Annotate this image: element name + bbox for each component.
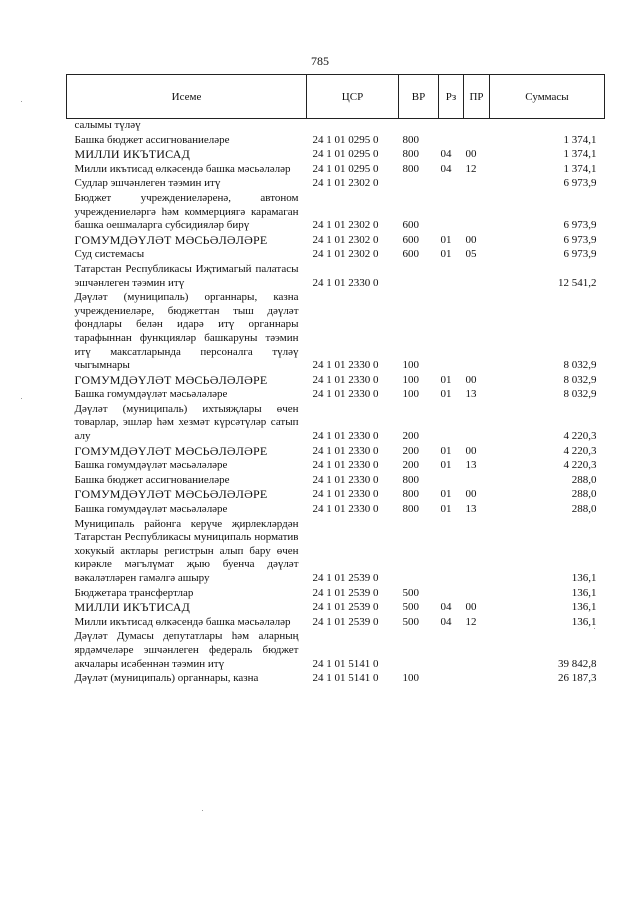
cell-rz: 01	[440, 373, 452, 386]
cell-pr	[464, 630, 490, 672]
table-row	[67, 630, 605, 672]
cell-csr: 24 1 01 2330 0	[312, 473, 379, 486]
header-vr: ВР	[399, 75, 439, 119]
cell-rz: 04	[440, 601, 452, 614]
cell-vr: 800	[402, 162, 419, 175]
cell-sum: 1 374,1	[563, 162, 597, 175]
cell-name: Милли икътисад өлкәсендә башка мәсьәләләр	[74, 615, 291, 628]
cell-csr: 24 1 01 2330 0	[312, 373, 379, 386]
table-row	[67, 474, 605, 489]
cell-rz	[439, 177, 464, 192]
cell-name: МИЛЛИ ИКЪТИСАД	[74, 600, 190, 615]
cell-csr: 24 1 01 2302 0	[312, 248, 379, 261]
cell-csr: 24 1 01 2330 0	[312, 359, 379, 372]
cell-csr: 24 1 01 2330 0	[312, 503, 379, 516]
table-row	[67, 234, 605, 249]
cell-pr	[464, 119, 490, 134]
cell-name: ГОМУМДӘҮЛӘТ МӘСЬӘЛӘЛӘРЕ	[74, 443, 268, 458]
header-rz: Рз	[439, 75, 464, 119]
cell-pr	[464, 263, 490, 291]
cell-rz	[439, 403, 464, 445]
cell-pr: 00	[465, 488, 477, 501]
cell-name: ГОМУМДӘҮЛӘТ МӘСЬӘЛӘЛӘРЕ	[74, 232, 268, 247]
cell-rz	[439, 192, 464, 234]
cell-vr: 200	[402, 459, 419, 472]
scan-speck	[202, 810, 203, 811]
cell-vr: 800	[402, 473, 419, 486]
table-row	[67, 177, 605, 192]
cell-pr: 00	[465, 444, 477, 457]
cell-csr: 24 1 01 2330 0	[312, 444, 379, 457]
cell-sum: 6 973,9	[563, 219, 597, 232]
cell-vr: 500	[402, 601, 419, 614]
cell-csr: 24 1 01 0295 0	[312, 162, 379, 175]
table-row	[67, 672, 605, 687]
cell-pr: 13	[465, 388, 477, 401]
cell-pr: 12	[465, 162, 477, 175]
cell-vr: 100	[402, 373, 419, 386]
table-row	[67, 291, 605, 374]
table-row	[67, 601, 605, 616]
cell-name: Башка бюджет ассигнованиеләре	[74, 133, 230, 146]
cell-csr: 24 1 01 2330 0	[312, 430, 379, 443]
table-row	[67, 192, 605, 234]
cell-sum: 8 032,9	[563, 388, 597, 401]
cell-vr	[399, 119, 439, 134]
cell-rz	[439, 119, 464, 134]
cell-sum: 136,1	[571, 572, 597, 584]
cell-name: Бюджетара трансфертлар	[74, 586, 194, 599]
cell-sum: 6 973,9	[563, 248, 597, 261]
scan-speck	[594, 628, 595, 629]
table-row	[67, 263, 605, 291]
cell-pr	[464, 134, 490, 149]
cell-rz	[439, 518, 464, 587]
cell-csr	[307, 119, 399, 134]
table-row	[67, 503, 605, 518]
cell-pr	[464, 518, 490, 587]
scan-speck	[21, 101, 22, 102]
cell-sum: 288,0	[571, 473, 597, 486]
cell-vr: 800	[402, 488, 419, 501]
cell-rz	[439, 291, 464, 374]
cell-pr	[464, 403, 490, 445]
cell-vr: 600	[402, 248, 419, 261]
cell-rz: 04	[440, 615, 452, 628]
page-number: 785	[311, 54, 329, 68]
cell-csr: 24 1 01 5141 0	[312, 672, 379, 685]
cell-sum: 12 541,2	[558, 276, 597, 289]
cell-name: Башка гомумдәүләт мәсьәләләре	[74, 388, 228, 401]
table-row	[67, 518, 605, 587]
cell-pr	[464, 587, 490, 602]
cell-sum	[490, 119, 605, 134]
cell-vr	[399, 630, 439, 672]
cell-name: Дәүләт (муниципаль) ихтыяҗлары өчен товарлар, эшләр һәм хезмәт күрсәтүләр сатып алу	[74, 402, 299, 443]
cell-sum: 136,1	[571, 615, 597, 628]
cell-pr: 00	[465, 148, 477, 161]
budget-table	[66, 74, 605, 687]
cell-sum: 8 032,9	[563, 373, 597, 386]
cell-vr: 200	[402, 444, 419, 457]
cell-sum: 1 374,1	[563, 133, 597, 146]
cell-rz: 01	[440, 388, 452, 401]
cell-sum: 288,0	[571, 488, 597, 501]
header-row	[67, 75, 605, 119]
cell-sum: 4 220,3	[563, 444, 597, 457]
cell-csr: 24 1 01 2539 0	[312, 615, 379, 628]
cell-pr	[464, 291, 490, 374]
cell-name: Башка гомумдәүләт мәсьәләләре	[74, 503, 228, 516]
cell-rz: 01	[440, 444, 452, 457]
cell-rz: 01	[440, 459, 452, 472]
table-row	[67, 403, 605, 445]
cell-name: Суд системасы	[74, 248, 145, 261]
cell-sum: 39 842,8	[558, 657, 597, 670]
cell-csr: 24 1 01 2539 0	[312, 586, 379, 599]
cell-rz: 01	[440, 488, 452, 501]
cell-rz	[439, 474, 464, 489]
table-row	[67, 148, 605, 163]
cell-rz	[439, 134, 464, 149]
cell-vr: 800	[402, 503, 419, 516]
cell-pr	[464, 672, 490, 687]
header-csr: ЦСР	[307, 75, 399, 119]
header-pr: ПР	[464, 75, 490, 119]
table-row	[67, 445, 605, 460]
cell-rz: 01	[440, 503, 452, 516]
cell-name: Башка бюджет ассигнованиеләре	[74, 473, 230, 486]
cell-sum: 136,1	[571, 601, 597, 614]
cell-csr: 24 1 01 2539 0	[312, 572, 379, 584]
cell-pr	[464, 192, 490, 234]
cell-csr: 24 1 01 2330 0	[312, 459, 379, 472]
cell-sum: 4 220,3	[563, 430, 597, 443]
table-row	[67, 587, 605, 602]
cell-rz: 04	[440, 162, 452, 175]
cell-name: Дәүләт (муниципаль) органнары, казна учреждениеләре, бюджеттан тыш дәүләт фондлары белән идарә итү органнары тарафыннан функцияләр башкаруны тәэмин итү максатларында персоналга түләү чыгымнары	[74, 291, 299, 372]
table-row	[67, 374, 605, 389]
cell-sum: 8 032,9	[563, 359, 597, 372]
table-row	[67, 616, 605, 631]
cell-csr: 24 1 01 2302 0	[312, 233, 379, 246]
cell-vr	[399, 177, 439, 192]
table-row	[67, 163, 605, 178]
cell-vr: 800	[402, 148, 419, 161]
cell-vr: 800	[402, 133, 419, 146]
cell-sum: 288,0	[571, 503, 597, 516]
cell-sum: 6 973,9	[563, 177, 597, 190]
table-row	[67, 388, 605, 403]
cell-vr: 500	[402, 615, 419, 628]
cell-vr: 100	[402, 359, 419, 372]
cell-rz: 01	[440, 248, 452, 261]
cell-csr: 24 1 01 2302 0	[312, 177, 379, 190]
cell-name: ГОМУМДӘҮЛӘТ МӘСЬӘЛӘЛӘРЕ	[74, 372, 268, 387]
cell-name: Муниципаль районга керүче җирлекләрдән Татарстан Республикасы муниципаль норматив хокукый актлары регистрын алып бару өчен кирәкле мәгълүмат җыю буенча дәүләт вәкаләтләрен гамәлгә ашыру	[74, 517, 299, 584]
header-sum: Суммасы	[490, 75, 605, 119]
cell-name: Милли икътисад өлкәсендә башка мәсьәләләр	[74, 162, 291, 175]
header-name: Исеме	[67, 75, 307, 119]
cell-csr: 24 1 01 2330 0	[312, 388, 379, 401]
table-row	[67, 488, 605, 503]
cell-vr	[399, 518, 439, 587]
cell-csr: 24 1 01 2330 0	[312, 488, 379, 501]
cell-rz	[439, 263, 464, 291]
cell-name: Дәүләт Думасы депутатлары һәм аларның ярдәмчеләре эшчәнлеген федераль бюджет акчалары исәбеннән тәэмин итү	[74, 630, 299, 670]
cell-vr: 600	[402, 233, 419, 246]
table-body	[67, 119, 605, 687]
cell-name: Судлар эшчәнлеген тәэмин итү	[74, 177, 221, 190]
cell-vr: 100	[402, 388, 419, 401]
cell-vr: 200	[402, 430, 419, 443]
cell-csr: 24 1 01 2330 0	[312, 276, 379, 289]
table-row	[67, 119, 605, 134]
cell-rz: 04	[440, 148, 452, 161]
cell-rz: 01	[440, 233, 452, 246]
cell-sum: 1 374,1	[563, 148, 597, 161]
cell-name: салымы түләү	[74, 119, 141, 131]
cell-sum: 4 220,3	[563, 459, 597, 472]
cell-pr: 13	[465, 503, 477, 516]
cell-csr: 24 1 01 0295 0	[312, 133, 379, 146]
cell-name: МИЛЛИ ИКЪТИСАД	[74, 147, 190, 162]
cell-rz	[439, 587, 464, 602]
cell-name: Дәүләт (муниципаль) органнары, казна	[74, 672, 259, 685]
cell-pr: 05	[465, 248, 477, 261]
cell-csr: 24 1 01 2302 0	[312, 219, 379, 232]
cell-pr: 00	[465, 373, 477, 386]
cell-csr: 24 1 01 2539 0	[312, 601, 379, 614]
cell-sum: 136,1	[571, 586, 597, 599]
budget-table-container	[66, 74, 604, 687]
cell-sum: 6 973,9	[563, 233, 597, 246]
cell-name: Татарстан Республикасы Иҗтимагый палатасы эшчәнлеген тәэмин итү	[74, 262, 299, 289]
table-row	[67, 248, 605, 263]
table-header	[67, 75, 605, 119]
cell-sum: 26 187,3	[558, 672, 597, 685]
cell-vr: 500	[402, 586, 419, 599]
cell-csr: 24 1 01 5141 0	[312, 657, 379, 670]
cell-pr: 12	[465, 615, 477, 628]
scan-speck	[21, 398, 22, 399]
cell-vr: 600	[402, 219, 419, 232]
cell-csr: 24 1 01 0295 0	[312, 148, 379, 161]
table-row	[67, 134, 605, 149]
cell-name: ГОМУМДӘҮЛӘТ МӘСЬӘЛӘЛӘРЕ	[74, 487, 268, 502]
cell-pr	[464, 474, 490, 489]
cell-name: Башка гомумдәүләт мәсьәләләре	[74, 459, 228, 472]
cell-pr: 00	[465, 601, 477, 614]
cell-vr	[399, 263, 439, 291]
cell-name: Бюджет учреждениеләренә, автоном учреждениеләргә һәм коммерциягә карамаган башка оешмаларга субсидияләр бирү	[74, 191, 299, 232]
cell-rz	[439, 672, 464, 687]
cell-rz	[439, 630, 464, 672]
cell-pr	[464, 177, 490, 192]
cell-vr: 100	[402, 672, 419, 685]
table-row	[67, 459, 605, 474]
cell-pr: 13	[465, 459, 477, 472]
cell-pr: 00	[465, 233, 477, 246]
